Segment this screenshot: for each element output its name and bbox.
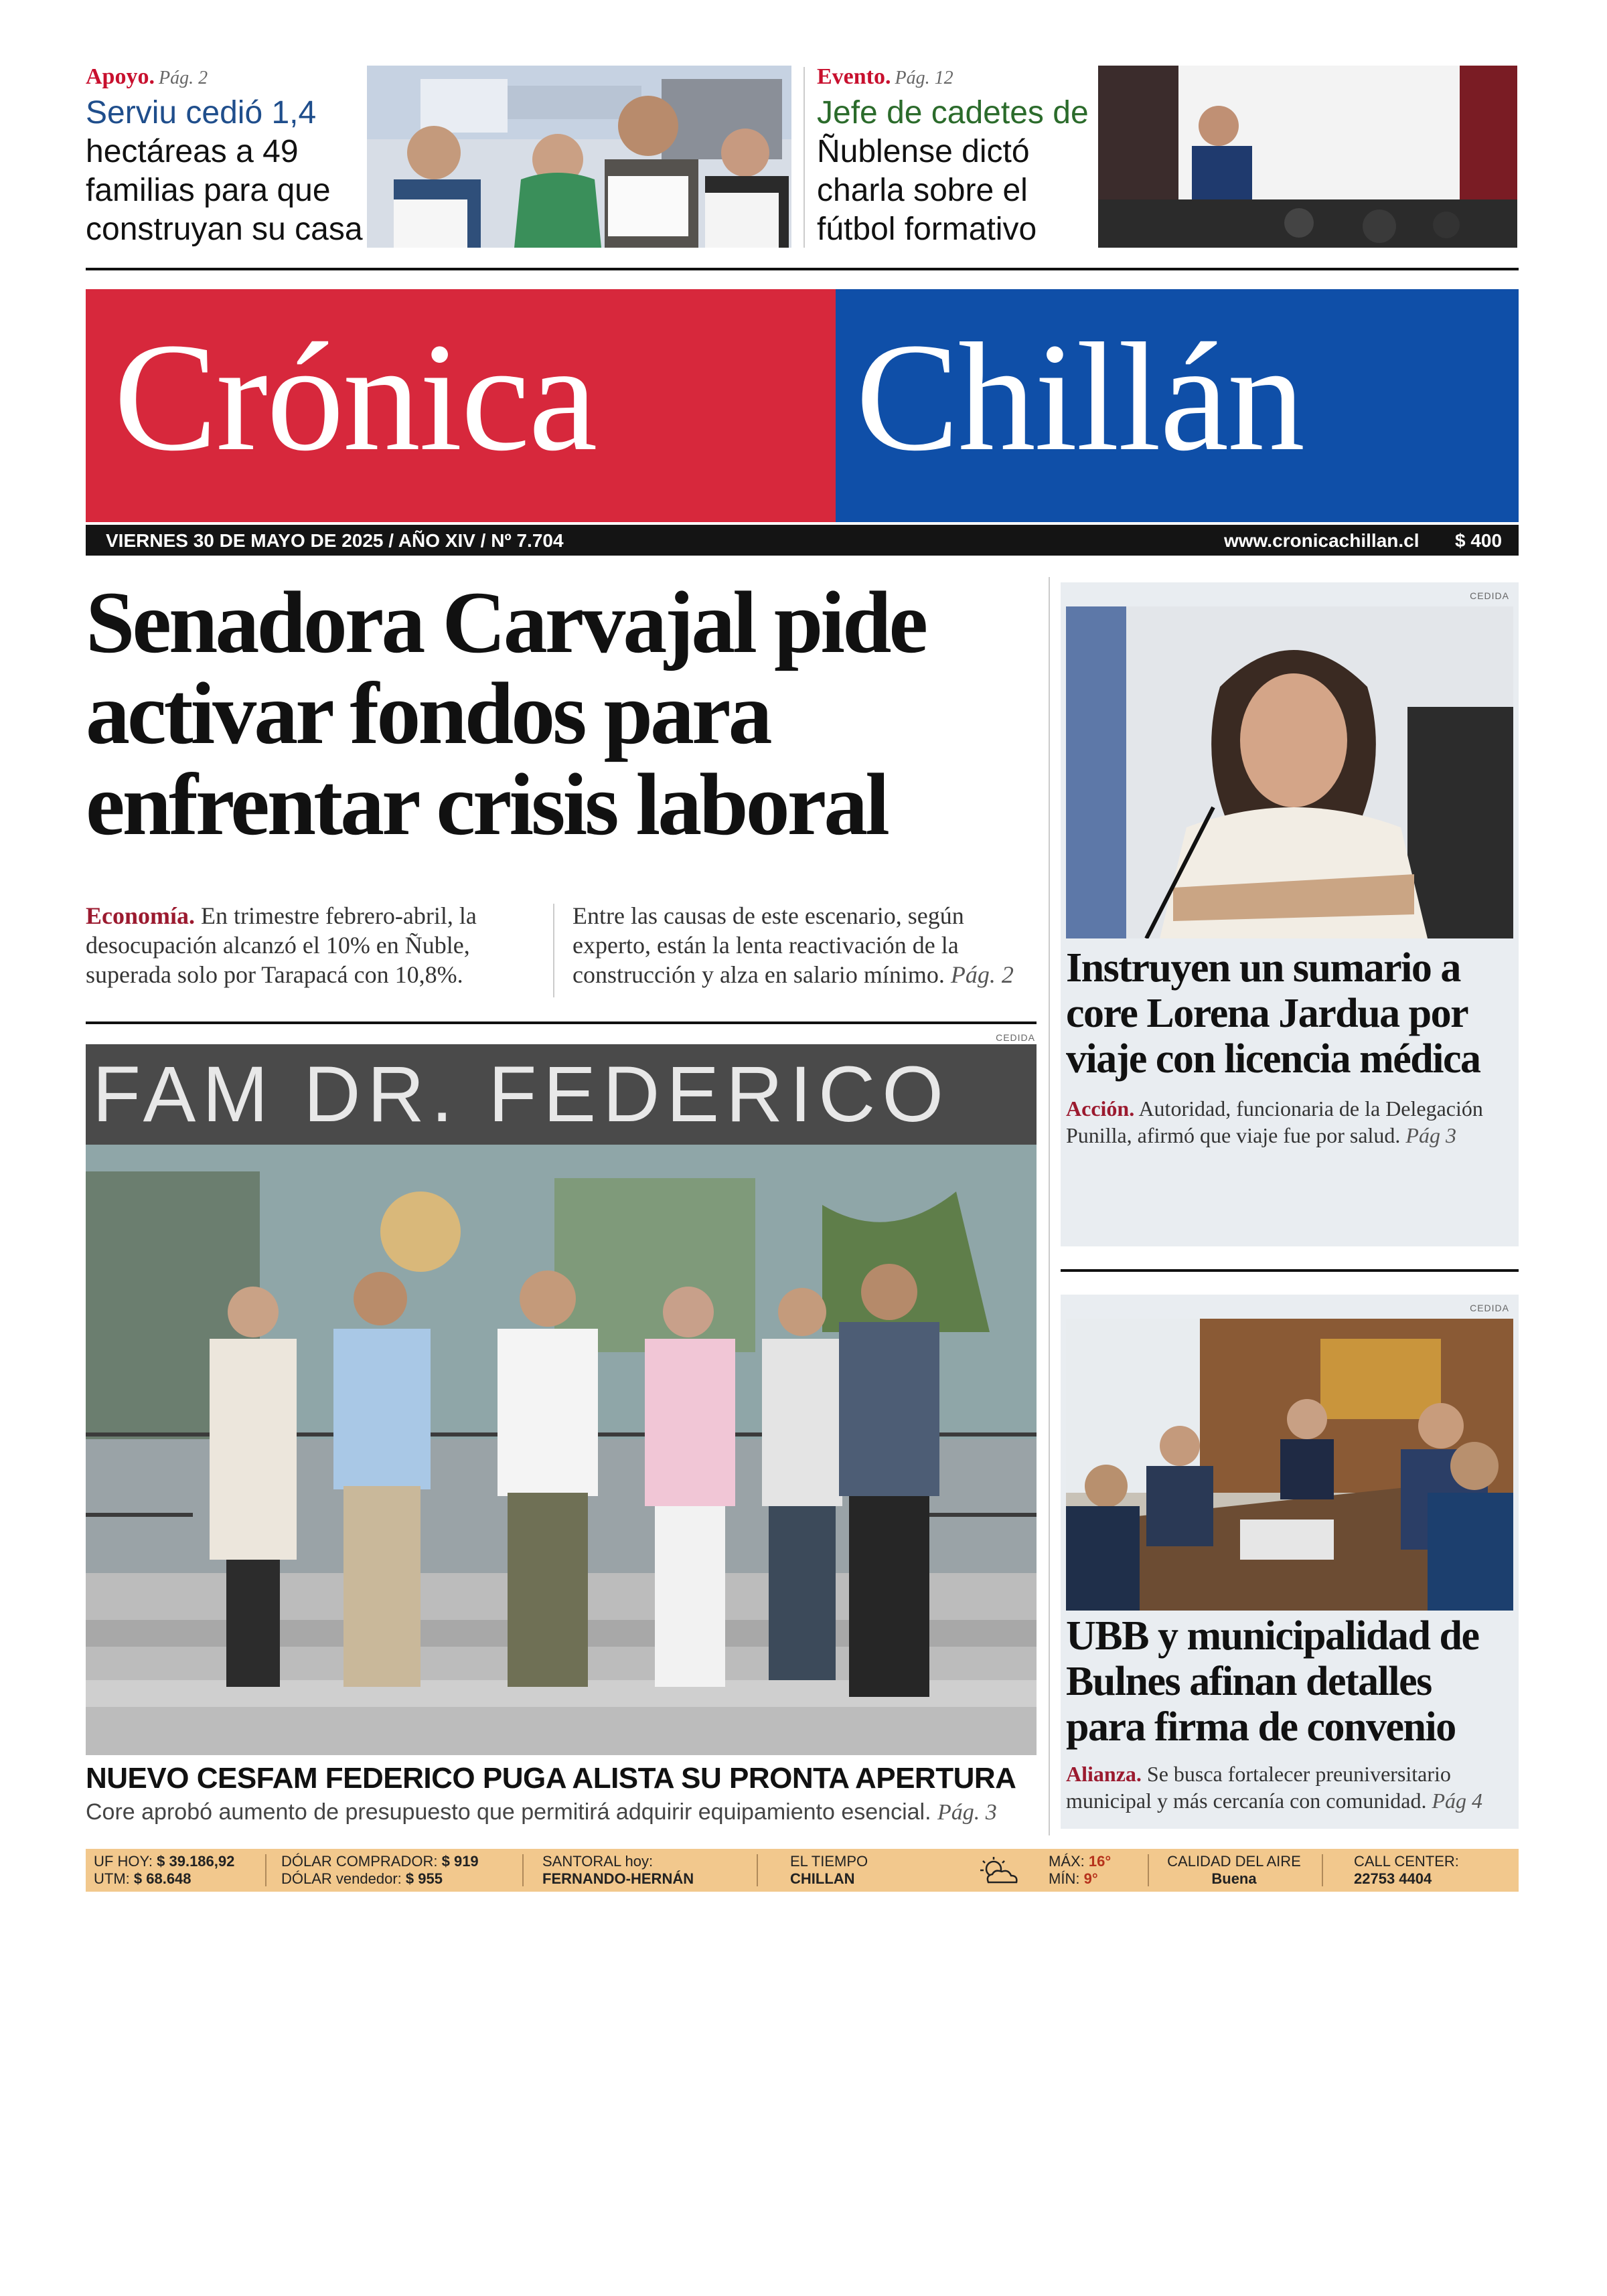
dolar-vend-value: $ 955 [405,1870,443,1887]
dolar-comp-value: $ 919 [441,1853,479,1870]
min-value: 9° [1083,1870,1098,1887]
headline-line: Senadora Carvajal pide [86,573,926,671]
price: $ 400 [1455,530,1503,551]
side-text: Se busca fortalecer preuniversitario municipal y más cercanía con comunidad. [1066,1762,1451,1813]
santoral-value: FERNANDO-HERNÁN [542,1870,694,1887]
side-kicker: Alianza. [1066,1762,1142,1786]
teaser-title-highlight: Jefe de cadetes de [817,95,1089,131]
photo-credit: CEDIDA [996,1032,1035,1043]
teaser-1-photo [367,66,791,248]
teaser-title: hectáreas a 49 familias para que construyan su casa [86,134,363,247]
side-text: Autoridad, funcionaria de la Delegación Punilla, afirmó que viaje fue por salud. [1066,1096,1483,1147]
side-story-2[interactable] [1061,1295,1519,1829]
aire-block [1157,1853,1311,1888]
teaser-title-highlight: Serviu cedió 1,4 [86,95,317,131]
side-page[interactable]: Pág 4 [1432,1789,1483,1813]
website-link[interactable]: www.cronicachillan.cl [1224,530,1420,551]
lead-divider [553,904,554,997]
teaser-title: Ñublense dictó charla sobre el fútbol formativo [817,134,1037,247]
photo-credit: CEDIDA [1470,1303,1509,1313]
info-separator [757,1854,758,1886]
santoral-label: SANTORAL hoy: [542,1853,654,1870]
info-separator [265,1854,266,1886]
teaser-divider [804,67,805,248]
lead-kicker: Economía. [86,902,196,929]
info-separator [1148,1854,1149,1886]
photo-caption-subtitle [86,1799,1037,1825]
teaser-2-photo [1098,66,1517,248]
tiempo-block [790,1853,868,1888]
call-block [1354,1853,1459,1888]
lead-text: Entre las causas de este escenario, según experto, están la lenta reactivación de la construcción y alza en salario mínimo. [572,902,964,988]
headline-line: activar fondos para [86,664,770,762]
side-rule [1061,1269,1519,1272]
call-label: CALL CENTER: [1354,1853,1459,1870]
sign-text: FAM DR. FEDERICO [92,1050,951,1139]
teaser-kicker: Apoyo. [86,64,155,89]
call-value[interactable]: 22753 4404 [1354,1870,1432,1887]
side-page[interactable]: Pág 3 [1405,1123,1456,1147]
main-headline[interactable] [86,573,1050,853]
side-story-2-title: UBB y municipalidad de Bulnes afinan detalles para firma de convenio [1066,1613,1479,1750]
dolar-comp-label: DÓLAR COMPRADOR: [281,1853,438,1870]
top-rule [86,268,1519,270]
info-bar [86,1849,1519,1892]
caption-text: Core aprobó aumento de presupuesto que permitirá adquirir equipamiento esencial. [86,1799,931,1825]
headline-line: enfrentar crisis laboral [86,755,887,853]
tiempo-label: EL TIEMPO [790,1853,868,1870]
dateline-date: VIERNES 30 DE MAYO DE 2025 / AÑO XIV / Nº 7.704 [106,530,564,551]
side-story-2-body [1066,1760,1513,1814]
dolar-block [281,1853,479,1888]
cesfam-photo[interactable] [86,1044,1037,1755]
teaser-page: Pág. 2 [158,68,208,88]
lead-text: En trimestre febrero-abril, la desocupación alcanzó el 10% en Ñuble, superada solo por Tarapacá con 10,8%. [86,902,477,988]
uf-block [94,1853,234,1888]
photo-caption-title[interactable]: NUEVO CESFAM FEDERICO PUGA ALISTA SU PRONTA APERTURA [86,1762,1016,1795]
masthead-title-chillan[interactable]: Chillán [856,311,1304,483]
aire-value: Buena [1211,1870,1257,1887]
dateline-bar [86,525,1519,556]
teaser-2[interactable] [817,64,1098,249]
masthead-title-cronica[interactable]: Crónica [114,311,597,483]
caption-page[interactable]: Pág. 3 [937,1800,997,1825]
partly-cloudy-icon [976,1856,1023,1886]
teaser-page: Pág. 12 [895,68,953,88]
aire-label: CALIDAD DEL AIRE [1167,1853,1301,1870]
teaser-1[interactable] [86,64,367,249]
max-label: MÁX: [1049,1853,1085,1870]
side-story-1[interactable] [1061,582,1519,1246]
utm-value: $ 68.648 [133,1870,192,1887]
lead-right [572,901,1041,989]
side-story-1-title: Instruyen un sumario a core Lorena Jardua por viaje con licencia médica [1066,945,1480,1082]
santoral-block [542,1853,694,1888]
main-rule [86,1021,1037,1024]
utm-label: UTM: [94,1870,130,1887]
uf-value: $ 39.186,92 [157,1853,235,1870]
side-kicker: Acción. [1066,1096,1135,1121]
lead-page[interactable]: Pág. 2 [950,961,1014,988]
temp-block [1049,1853,1111,1888]
side-story-2-photo [1066,1319,1513,1611]
min-label: MÍN: [1049,1870,1080,1887]
lead-left [86,901,541,989]
max-value: 16° [1088,1853,1112,1870]
teaser-kicker: Evento. [817,64,891,89]
tiempo-value: CHILLAN [790,1870,855,1887]
photo-credit: CEDIDA [1470,590,1509,601]
side-story-1-body [1066,1095,1513,1149]
uf-label: UF HOY: [94,1853,153,1870]
info-separator [522,1854,524,1886]
dolar-vend-label: DÓLAR vendedor: [281,1870,402,1887]
info-separator [1322,1854,1323,1886]
side-story-1-photo [1066,606,1513,938]
column-divider [1049,577,1050,1835]
